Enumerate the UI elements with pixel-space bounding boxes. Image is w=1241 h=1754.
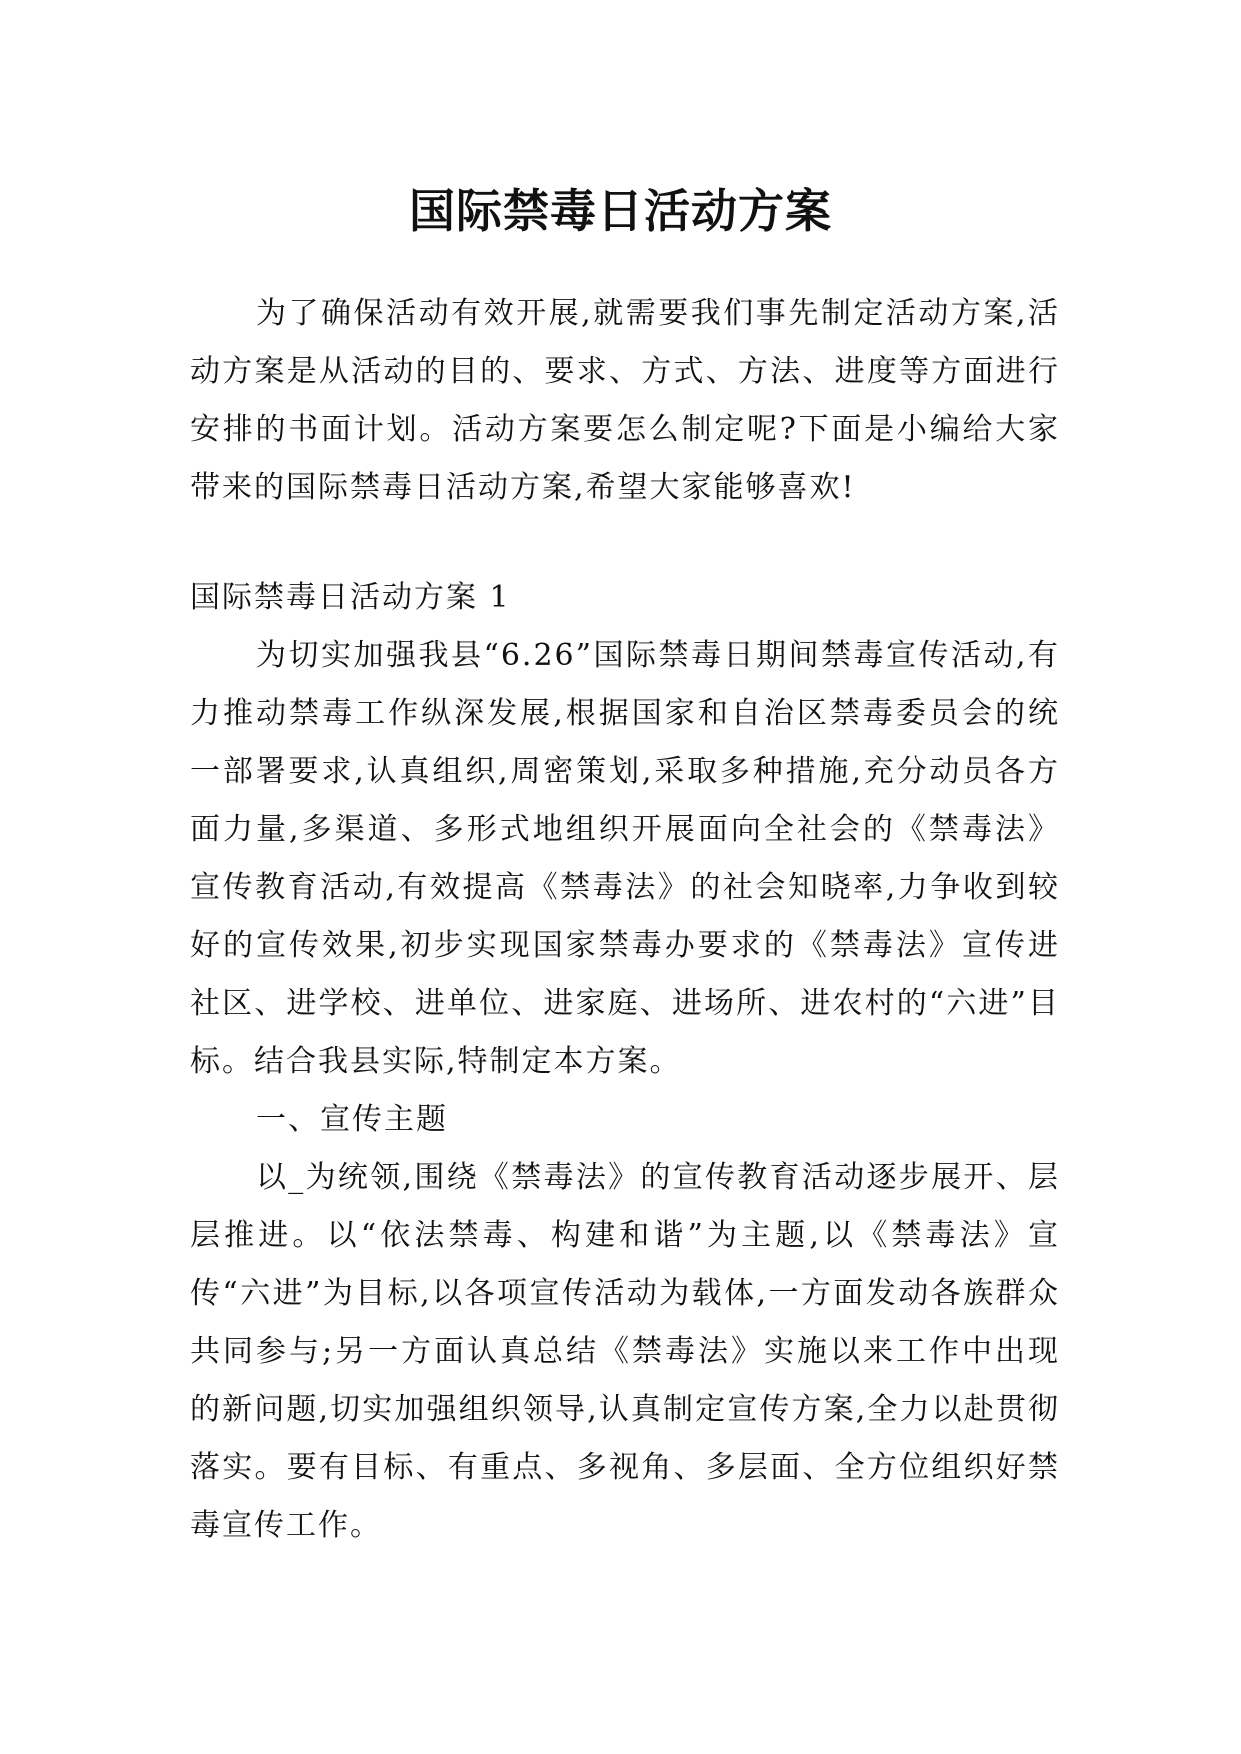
section-heading-1: 一、宣传主题 [256,1102,448,1137]
document-body [190,285,1060,1555]
document-title: 国际禁毒日活动方案 [409,183,832,238]
intro-paragraph: 为了确保活动有效开展,就需要我们事先制定活动方案,活动方案是从活动的目的、要求、方式、方法、进度等方面进行安排的书面计划。活动方案要怎么制定呢?下面是小编给大家带来的国际禁毒日活动方案,希望大家能够喜欢! [190,296,1060,505]
section-paragraph-1: 为切实加强我县“6.26”国际禁毒日期间禁毒宣传活动,有力推动禁毒工作纵深发展,根据国家和自治区禁毒委员会的统一部署要求,认真组织,周密策划,采取多种措施,充分动员各方面力量,多渠道、多形式地组织开展面向全社会的《禁毒法》宣传教育活动,有效提高《禁毒法》的社会知晓率,力争收到较好的宣传效果,初步实现国家禁毒办要求的《禁毒法》宣传进社区、进学校、进单位、进家庭、进场所、进农村的“六进”目标。结合我县实际,特制定本方案。 [190,638,1060,1079]
section-paragraph-2: 以_为统领,围绕《禁毒法》的宣传教育活动逐步展开、层层推进。以“依法禁毒、构建和谐”为主题,以《禁毒法》宣传“六进”为目标,以各项宣传活动为载体,一方面发动各族群众共同参与;另一方面认真总结《禁毒法》实施以来工作中出现的新问题,切实加强组织领导,认真制定宣传方案,全力以赴贯彻落实。要有目标、有重点、多视角、多层面、全方位组织好禁毒宣传工作。 [190,1160,1060,1543]
section-title: 国际禁毒日活动方案 1 [190,580,511,615]
